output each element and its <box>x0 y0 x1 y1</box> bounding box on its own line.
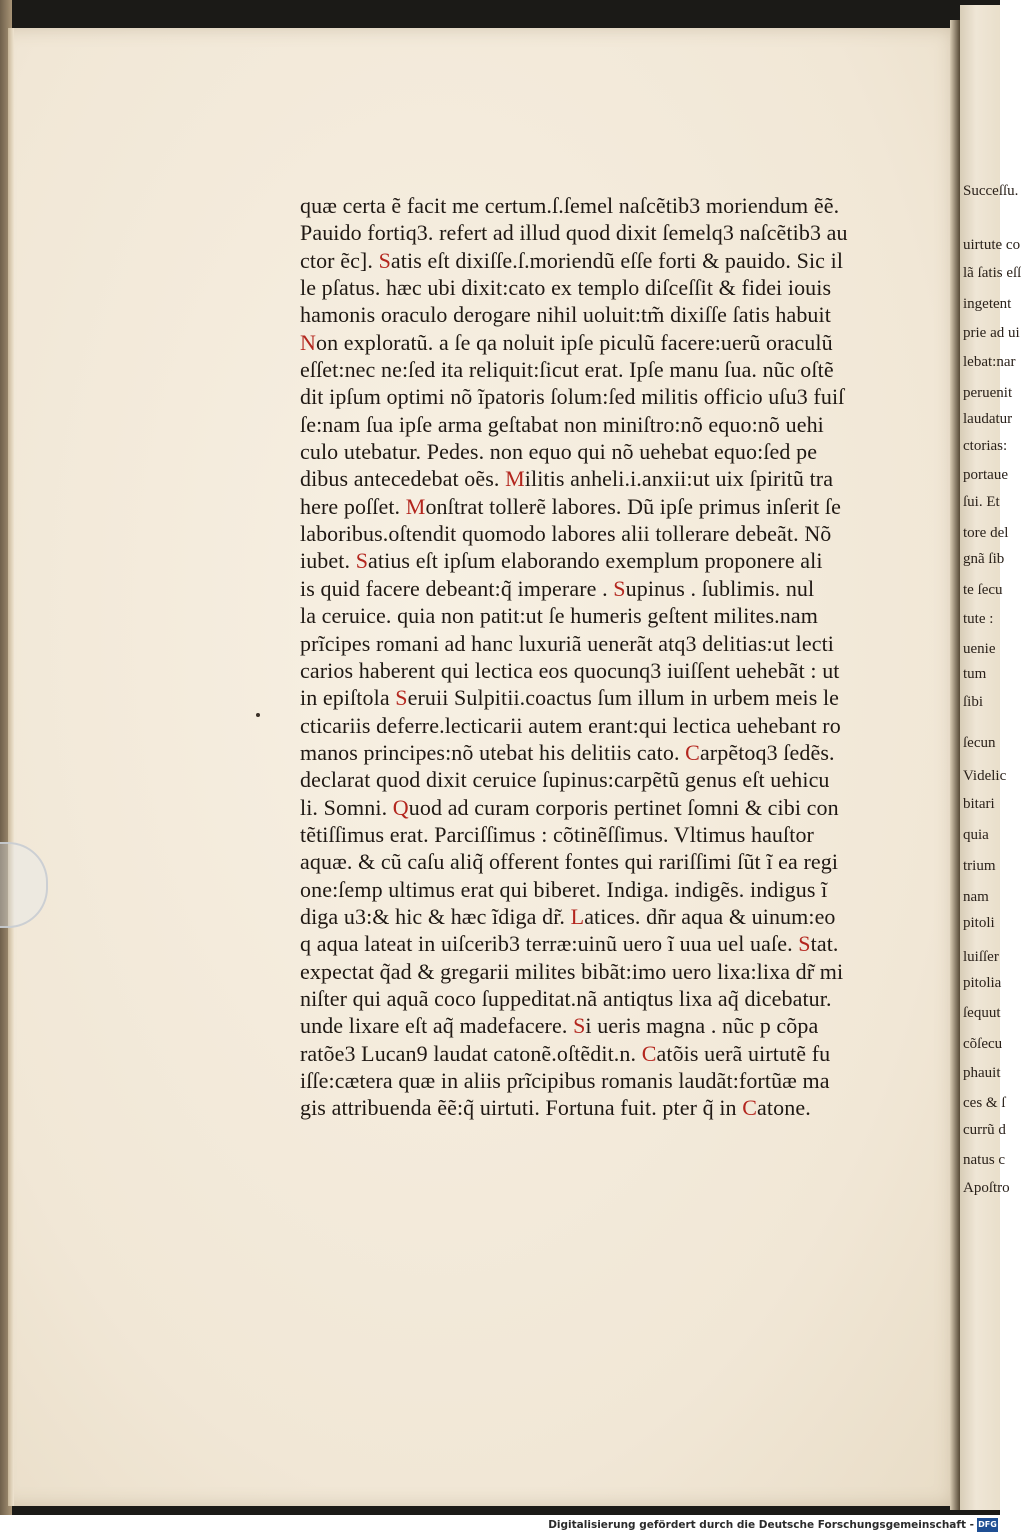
facing-page-line: ſui. Et <box>963 494 1000 510</box>
facing-page-line: tum <box>963 666 987 682</box>
rubric-initial: M <box>505 466 525 492</box>
rubric-initial: C <box>742 1095 758 1121</box>
facing-page-line: ctorias: <box>963 438 1008 454</box>
facing-page-line: phauit <box>963 1065 1001 1081</box>
rubric-initial: C <box>641 1040 657 1066</box>
facing-page-line: tore del <box>963 525 1009 541</box>
facing-page-line: ſequut <box>963 1005 1001 1021</box>
facing-page-line: uirtute co <box>963 237 1021 253</box>
text-line: ratõe3 Lucan9 laudat catonẽ.oſtẽdit.n. Catõis uerã uirtutẽ fu <box>300 1040 831 1066</box>
facing-page-line: currũ d <box>963 1122 1006 1138</box>
text-line: carios haberent qui lectica eos quocunq3 iuiſſent uehebãt : ut <box>300 657 840 683</box>
text-line: is quid facere debeant:q̃ imperare . Supinus . ſublimis. nul <box>300 575 815 601</box>
text-line: Pauido fortiq3. refert ad illud quod dixit ſemelq3 naſcẽtib3 au <box>300 220 848 246</box>
rubric-initial: S <box>613 575 626 601</box>
facing-page-line: prie ad ui <box>963 325 1020 341</box>
facing-page-line: ces & ſ <box>963 1095 1006 1111</box>
text-line: la ceruice. quia non patit:ut ſe humeris geſtent milites.nam <box>300 603 818 629</box>
ink-spot <box>256 713 260 717</box>
text-line: ſe:nam ſua ipſe arma geſtabat non miniſtro:nõ equo:nõ uehi <box>300 411 824 437</box>
text-line: iſſe:cætera quæ in aliis prĩcipibus romanis laudãt:fortũæ ma <box>300 1068 830 1093</box>
text-line: q aqua lateat in uiſcerib3 terræ:uinũ uero ĩ uua uel uaſe. Stat. <box>300 931 839 957</box>
facing-page-line: ingetent <box>963 296 1012 312</box>
facing-page-line: pitoli <box>963 915 995 931</box>
facing-page-line: Succeſſu. <box>963 183 1019 199</box>
text-line: diga u3:& hic & hæc ĩdiga dr̃. Latices. dñr aqua & uinum:eo <box>300 903 836 929</box>
text-line: iubet. Satius eſt ipſum elaborando exemplum proponere ali <box>300 548 823 574</box>
rubric-initial: S <box>355 548 369 574</box>
text-line: quæ certa ẽ facit me certum.ſ.ſemel naſcẽtib3 moriendum ẽẽ. <box>300 193 840 218</box>
text-line: prĩcipes romani ad hanc luxuriã uenerãt atq3 delitias:ut lecti <box>300 630 835 656</box>
text-line: declarat quod dixit ceruice ſupinus:carpẽtũ genus eſt uehicu <box>300 767 830 793</box>
facing-page-line: nam <box>963 889 989 905</box>
facing-page-line: lebat:nar <box>963 354 1016 370</box>
facing-page-line: quia <box>963 827 989 843</box>
facing-page-line: Apoſtro <box>963 1180 1010 1196</box>
text-line: culo utebatur. Pedes. non equo qui nõ uehebat equo:ſed pe <box>300 439 818 465</box>
text-line: laboribus.oſtendit quomodo labores alii tollerare debeãt. Nõ <box>300 521 832 547</box>
facing-page <box>960 5 1021 1510</box>
text-line: dit ipſum optimi nõ ĩpatoris ſolum:ſed militis officio uſu3 fuiſ <box>300 384 845 410</box>
facing-page-line: uenie <box>963 641 996 657</box>
facing-page-line: cõſecu <box>963 1036 1003 1052</box>
text-line: expectat q̃ad & gregarii milites bibãt:imo uero lixa:lixa dr̃ mi <box>300 958 844 984</box>
text-line: unde lixare eſt aq̃ madefacere. Si ueris magna . nũc p cõpa <box>300 1013 819 1039</box>
text-line: Non exploratũ. a ſe qa noluit ipſe piculũ facere:uerũ oraculũ <box>300 329 833 355</box>
facing-page-line: ſibi <box>963 694 984 710</box>
text-line: le pſatus. hæc ubi dixit:cato ex templo diſceſſit & fidei iouis <box>300 275 832 301</box>
text-line: ctor ẽc]. Satis eſt dixiſſe.ſ.moriendũ eſſe forti & pauido. Sic il <box>300 247 844 273</box>
text-line: hamonis oraculo derogare nihil uoluit:tm̃ dixiſſe ſatis habuit <box>300 302 831 328</box>
text-line: dibus antecedebat oẽs. Militis anheli.i.anxii:ut uix ſpiritũ tra <box>300 466 834 492</box>
facing-page-line: bitari <box>963 796 995 812</box>
rubric-initial: S <box>798 931 811 957</box>
facing-page-line: portaue <box>963 467 1008 483</box>
text-line: li. Somni. Quod ad curam corporis pertinet ſomni & cibi con <box>300 794 839 820</box>
facing-page-line: luiſſer <box>963 949 999 965</box>
page-edge-shadow <box>8 28 14 1506</box>
text-line: one:ſemp ultimus erat qui biberet. Indiga. indigẽs. indigus ĩ <box>300 876 828 902</box>
text-line: cticariis deferre.lecticarii autem erant:qui lectica uehebant ro <box>300 712 841 738</box>
dfg-logo-icon: DFG <box>977 1518 998 1532</box>
rubric-initial: S <box>378 247 391 273</box>
facing-page-line: lã ſatis eſſ <box>963 265 1021 281</box>
rubric-initial: L <box>570 903 585 929</box>
rubric-initial: S <box>395 685 408 711</box>
text-line: gis attribuenda ẽẽ:q̃ uirtuti. Fortuna fuit. pter q̃ in Catone. <box>300 1095 811 1121</box>
text-line: eſſet:nec ne:ſed ita reliquit:ſicut erat. Ipſe manu ſua. nũc oſtẽ <box>300 357 834 383</box>
facing-page-line: gnã ſib <box>963 551 1005 567</box>
footer-bar <box>0 1515 1000 1537</box>
text-line: niſter qui aquã coco ſuppeditat.nã antiqtus lixa aq̃ dicebatur. <box>300 985 832 1011</box>
rubric-initial: Q <box>392 794 409 820</box>
facing-page-line: Videlic <box>963 768 1007 784</box>
rubric-initial: M <box>405 493 426 519</box>
text-line: here poſſet. Monſtrat tollerẽ labores. Dũ ipſe primus inſerit ſe <box>300 493 841 519</box>
facing-page-line: laudatur <box>963 411 1013 427</box>
facing-page-line: tute : <box>963 611 994 627</box>
facing-page-line: ſecun <box>963 735 996 751</box>
text-line: in epiſtola Seruii Sulpitii.coactus ſum illum in urbem meis le <box>300 685 840 711</box>
facing-page-line: natus c <box>963 1152 1006 1168</box>
facing-page-line: pitolia <box>963 975 1002 991</box>
funding-credit: Digitalisierung gefördert durch die Deutsche Forschungsgemeinschaft - <box>548 1519 974 1531</box>
rubric-initial: N <box>300 329 316 355</box>
rubric-initial: S <box>573 1013 586 1039</box>
incunable-text-block <box>300 192 885 1122</box>
facing-page-line: peruenit <box>963 385 1013 401</box>
text-line: tẽtiſſimus erat. Parciſſimus : cõtinẽſſimus. Vltimus hauſtor <box>300 821 814 847</box>
text-line: aquæ. & cũ caſu aliq̃ offerent fontes qui rariſſimi ſũt ĩ ea regi <box>300 849 839 875</box>
text-line: manos principes:nõ utebat his delitiis cato. Carpẽtoq3 ſedẽs. <box>300 739 835 765</box>
facing-page-line: te ſecu <box>963 582 1003 598</box>
rubric-initial: C <box>685 739 700 765</box>
facing-page-line: trium <box>963 858 996 874</box>
